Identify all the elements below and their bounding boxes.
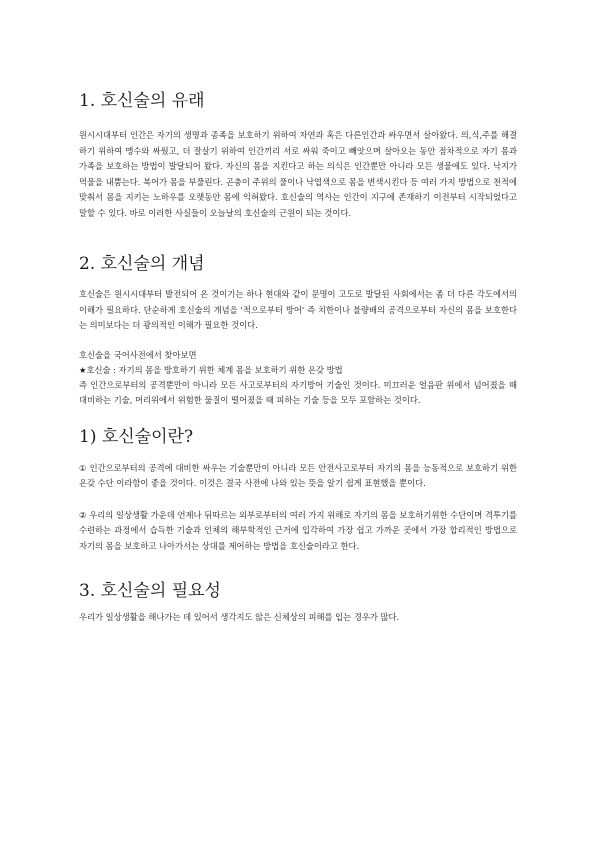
section-title-concept: 2. 호신술의 개념 xyxy=(79,254,205,274)
dictionary-definition-paragraph: 호신술을 국어사전에서 찾아보면 ★호신술 : 자기의 몸을 방호하기 위한 체계 몸을 보호하기 위한 온갖 방법 즉 인간으로부터의 공격뿐만이 아니라 모든 사고로부터의 자기방어 기술인 것이다. 미끄러운 얼음판 위에서 넘어졌을 때 대비하는 기술, 머리위에서 위험한 물질이 떨어졌을 때 피하는 기술 등을 모두 포함하는 것이다. xyxy=(79,349,517,405)
concept-paragraph: 호신술은 원시시대부터 발전되어 온 것이기는 하나 현대와 같이 문명이 고도로 발달된 사회에서는 좀 더 다른 각도에서의 이해가 필요하다. 단순하게 호신술의 개념을 '적으로부터 방어' 즉 치한이나 불량배의 공격으로부터 자신의 몸을 보호한다는 의미보다는 더 광의적인 이해가 필요한 것이다. xyxy=(79,289,517,330)
definition-item-1: ① 인간으로부터의 공격에 대비한 싸우는 기술뿐만이 아니라 모든 안전사고로부터 자기의 몸을 능동적으로 보호하기 위한 온갖 수단 이라함이 좋을 것이다. 이것은 결국 사전에 나와 있는 뜻을 알기 쉽게 표현했을 뿐이다. xyxy=(79,462,517,488)
necessity-paragraph: 우리가 일상생활을 해나가는 데 있어서 생각지도 않은 신체상의 피해를 입는 경우가 많다. xyxy=(79,612,400,622)
section-title-origin: 1. 호신술의 유래 xyxy=(79,91,205,111)
subsection-title-what-is: 1) 호신술이란? xyxy=(79,426,194,447)
definition-item-2: ② 우리의 일상생활 가운데 언제나 뒤따르는 외부로부터의 여러 가지 위해로 자기의 몸을 보호하기위한 수단이며 격투기를 수련하는 과정에서 습득한 기술과 인체의 해부학적인 근거에 입각하여 가장 쉽고 가까운 곳에서 가장 합리적인 방법으로 자기의 몸을 보호하고 나아가서는 상대를 제어하는 방법을 호신술이라고 한다. xyxy=(79,509,517,551)
document-body xyxy=(79,90,517,626)
section-title-necessity: 3. 호신술의 필요성 xyxy=(79,581,221,601)
origin-paragraph: 원시시대부터 인간은 자기의 생명과 종족을 보호하기 위하여 자연과 혹은 다른인간과 싸우면서 살아왔다. 의,식,주를 해결하기 위하여 맹수와 싸웠고, 더 잘살기 위하여 인간끼리 서로 싸워 죽이고 빼앗으며 살아오는 동안 점차적으로 자기 몸과 가족을 보호하는 방법이 발달되어 왔다. 자신의 몸을 지킨다고 하는 의식은 인간뿐만 아니라 모든 생물에도 있다. 낙지가 먹물을 내뿜는다. 복어가 몸을 부풀린다. 곤충이 주위의 풀이나 낙엽색으로 몸을 변색시킨다 등 여러 가지 방법으로 천적에 맞춰서 몸을 지키는 노하우를 오랫동안 몸에 익혀왔다. 호신술의 역사는 인간이 지구에 존재하기 이전부터 시작되었다고 말할 수 있다. 바로 이러한 사실들이 오늘날의 호신술의 근원이 되는 것이다. xyxy=(79,130,517,218)
